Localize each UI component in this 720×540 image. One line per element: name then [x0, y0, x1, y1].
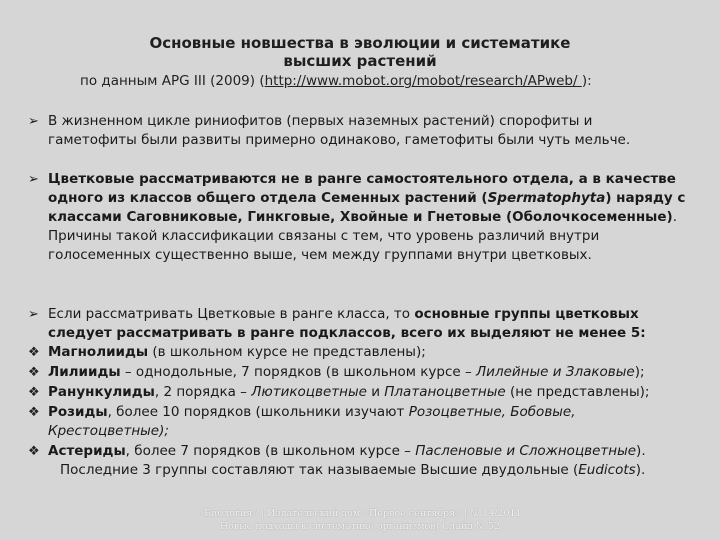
group-description: , более 7 порядков (в школьном курсе –	[125, 443, 416, 459]
group-description: – однодольные, 7 порядков (в школьном курсе –	[120, 364, 477, 380]
closing-note	[40, 461, 710, 480]
source-link[interactable]: http://www.mobot.org/mobot/research/APweb/	[264, 73, 582, 89]
paragraph-angiosperms-class	[28, 170, 698, 265]
p2-bold-2: ) наряду с классами Саговниковые, Гинкговые, Хвойные и Гнетовые (Оболочкосеменные)	[48, 190, 686, 225]
list-item-asterids	[28, 442, 698, 461]
list-item-magnoliids	[28, 343, 698, 362]
p3-bold: основные группы цветковых следует рассматривать в ранге подклассов, всего их выделяют не менее 5:	[48, 306, 646, 341]
title-line-2: высших растений	[283, 52, 437, 70]
slide-title	[0, 34, 720, 70]
list-item-ranunculids	[28, 383, 698, 402]
diamond-icon: ❖	[28, 444, 40, 459]
list-item-lilioids	[28, 363, 698, 382]
closing-term: Eudicots	[578, 462, 636, 478]
footer-line-1: «Биология» | Издательский дом «Первое сентября» | № 14/2011	[198, 508, 522, 519]
arrow-icon: ➢	[28, 114, 39, 129]
group-description: , 2 порядка –	[154, 384, 252, 400]
p2-italic-term: Spermatophyta	[487, 190, 606, 206]
group-examples: Пасленовые и Сложноцветные	[415, 443, 637, 459]
title-line-1: Основные новшества в эволюции и систематике	[149, 34, 571, 52]
group-name: Астериды	[48, 443, 126, 459]
group-name: Лилииды	[48, 364, 121, 380]
group-examples-2: Крестоцветные);	[48, 423, 169, 439]
closing-end: ).	[635, 462, 646, 478]
footer-line-2: Новые подходы к систематике организмов| Слайд № 52	[219, 521, 501, 532]
paragraph-rhyniophytes	[28, 112, 698, 150]
group-examples-1: Лютикоцветные	[251, 384, 367, 400]
closing-text: Последние 3 группы составляют так называемые Высшие двудольные (	[60, 462, 579, 478]
group-description: (в школьном курсе не представлены);	[148, 344, 426, 360]
group-conjunction: и	[366, 384, 385, 400]
p1-line2: гаметофиты были развиты примерно одинаково, гаметофиты были чуть мельче.	[48, 132, 631, 148]
group-description-end: );	[634, 364, 645, 380]
group-name: Ранункулиды	[48, 384, 155, 400]
subtitle-suffix: ):	[581, 73, 592, 89]
group-examples-2: Платаноцветные	[384, 384, 506, 400]
arrow-icon: ➢	[28, 172, 39, 187]
group-description: , более 10 порядков (школьники изучают	[107, 404, 409, 420]
slide-footer	[0, 507, 720, 533]
subtitle-prefix: по данным APG III (2009) (	[80, 73, 265, 89]
diamond-icon: ❖	[28, 385, 40, 400]
diamond-icon: ❖	[28, 405, 40, 420]
group-examples-1: Розоцветные, Бобовые,	[408, 404, 576, 420]
p1-line1: В жизненном цикле риниофитов (первых наземных растений) спорофиты и	[48, 113, 593, 129]
arrow-icon: ➢	[28, 307, 39, 322]
group-examples: Лилейные и Злаковые	[476, 364, 635, 380]
group-name: Магнолииды	[48, 344, 149, 360]
list-item-rosids	[28, 403, 698, 441]
p2-bold-1: Цветковые рассматриваются не в ранге самостоятельного отдела, а в качестве одного из классов общего отдела Семенных растений (	[48, 171, 676, 206]
p2-normal: . Причины такой классификации связаны с тем, что уровень различий внутри голосеменных существенно выше, чем между группами внутри цветковых.	[48, 209, 678, 263]
group-name: Розиды	[48, 404, 108, 420]
slide-subtitle	[80, 73, 592, 89]
p3-normal: Если рассматривать Цветковые в ранге класса, то	[48, 306, 415, 322]
diamond-icon: ❖	[28, 345, 40, 360]
diamond-icon: ❖	[28, 365, 40, 380]
group-description-end: ).	[636, 443, 646, 459]
group-description-end: (не представлены);	[505, 384, 650, 400]
paragraph-subclasses	[28, 305, 698, 343]
